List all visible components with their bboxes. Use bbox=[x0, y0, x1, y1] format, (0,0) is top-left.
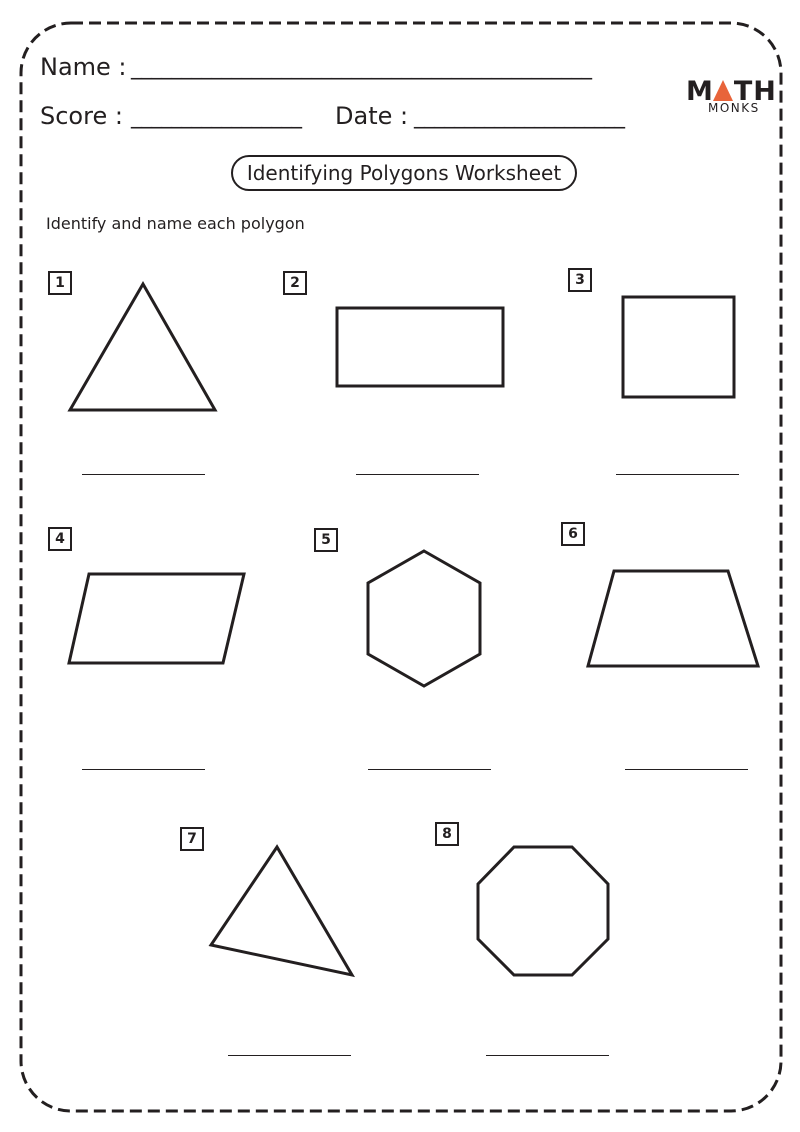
answer-line-6[interactable] bbox=[625, 769, 748, 770]
worksheet-title: Identifying Polygons Worksheet bbox=[231, 155, 577, 191]
name-field[interactable]: ______________________________________________ bbox=[131, 55, 591, 80]
shape-4-parallelogram bbox=[69, 574, 244, 663]
problem-number-8: 8 bbox=[435, 822, 459, 846]
date-label: Date : bbox=[335, 102, 409, 130]
shape-1-triangle bbox=[70, 284, 215, 410]
answer-line-4[interactable] bbox=[82, 769, 205, 770]
score-field[interactable]: _________________ bbox=[131, 104, 301, 129]
problem-number-5: 5 bbox=[314, 528, 338, 552]
score-label: Score : bbox=[40, 102, 123, 130]
shape-8-octagon bbox=[478, 847, 608, 975]
shape-5-hexagon bbox=[368, 551, 480, 686]
problem-number-3: 3 bbox=[568, 268, 592, 292]
logo-text-bottom: MONKS bbox=[708, 101, 760, 115]
answer-line-8[interactable] bbox=[486, 1055, 609, 1056]
instructions: Identify and name each polygon bbox=[46, 214, 305, 233]
problem-number-6: 6 bbox=[561, 522, 585, 546]
date-field[interactable]: _____________________ bbox=[414, 104, 624, 129]
answer-line-7[interactable] bbox=[228, 1055, 351, 1056]
problem-number-2: 2 bbox=[283, 271, 307, 295]
answer-line-5[interactable] bbox=[368, 769, 491, 770]
shape-3-square bbox=[623, 297, 734, 397]
logo-text-top: M TH bbox=[686, 76, 777, 107]
problem-number-7: 7 bbox=[180, 827, 204, 851]
answer-line-2[interactable] bbox=[356, 474, 479, 475]
shape-6-trapezoid bbox=[588, 571, 758, 666]
shape-7-triangle bbox=[211, 847, 352, 975]
answer-line-1[interactable] bbox=[82, 474, 205, 475]
shape-2-rectangle bbox=[337, 308, 503, 386]
problem-number-1: 1 bbox=[48, 271, 72, 295]
problem-number-4: 4 bbox=[48, 527, 72, 551]
name-label: Name : bbox=[40, 53, 127, 81]
answer-line-3[interactable] bbox=[616, 474, 739, 475]
